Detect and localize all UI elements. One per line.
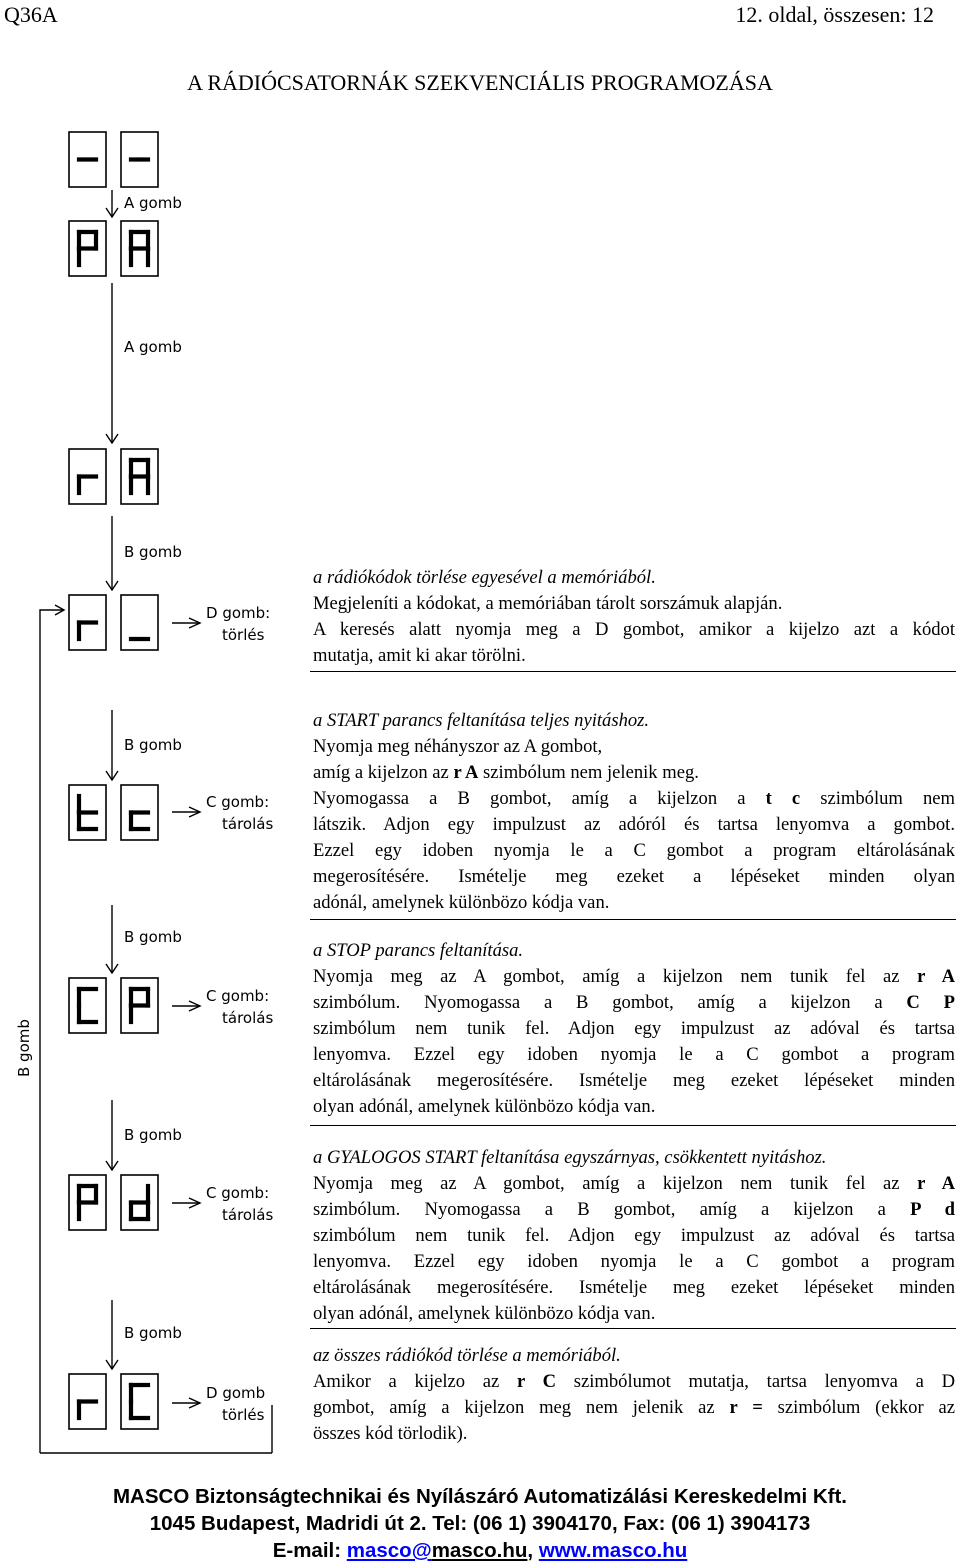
symbol: r A [453,762,479,783]
digit-display [121,595,158,650]
text-line: Nyomja meg néhányszor az A gombot, [313,736,603,757]
diagram-label: B gomb [124,543,182,561]
section-divider [310,1125,956,1126]
diagram-label: C gomb: [206,793,270,811]
symbol: P d [910,1199,955,1220]
section-divider [310,671,956,672]
text-line: Megjeleníti a kódokat, a memóriában tárolt sorszámuk alapján. [313,593,783,614]
symbol: r A [917,1173,955,1194]
section-divider [310,919,956,920]
section-title: a rádiókódok törlése egyesével a memóriából. [313,567,656,588]
section-title: a START parancs feltanítása teljes nyitáshoz. [313,710,650,731]
diagram-label: A gomb [124,338,182,356]
section-delete-all [313,1343,955,1447]
text-line: szimbólum. Nyomogassa a B gombot, amíg a kijelzon a P d [313,1199,955,1220]
text-line: gombot, amíg a kijelzon meg nem jelenik az r = szimbólum (ekkor az [313,1397,955,1418]
text-line: Nyomogassa a B gombot, amíg a kijelzon a t c szimbólum nem [313,788,955,809]
symbol: r = [729,1397,763,1418]
section-stop [313,938,955,1120]
text-line: összes kód törlodik). [313,1423,468,1444]
text-line: Amikor a kijelzo az r C szimbólumot mutatja, tartsa lenyomva a D [313,1371,956,1392]
section-divider [310,1328,956,1329]
diagram-label: D gomb [206,1384,266,1402]
section-delete-single [313,565,955,669]
text-line: adónál, amelynek különbözo kódja van. [313,892,610,913]
section-start-full [313,708,955,916]
text-line: szimbólum nem tunik fel. Adjon egy impulzust az adóval és tartsa [313,1225,955,1246]
section-title: az összes rádiókód törlése a memóriából. [313,1345,621,1366]
section-title: a GYALOGOS START feltanítása egyszárnyas, csökkentett nyitáshoz. [313,1147,827,1168]
text-line: lenyomva. Ezzel egy idoben nyomja le a C gombot a program [313,1044,955,1065]
website-link[interactable]: www.masco.hu [538,1539,688,1562]
text-line: szimbólum nem tunik fel. Adjon egy impulzust az adóval és tartsa [313,1018,955,1039]
diagram-label: B gomb [124,928,182,946]
diagram-label: C gomb: [206,987,270,1005]
diagram-label: A gomb [124,194,182,212]
email-link[interactable]: masco@ [346,1539,432,1562]
text-line: A keresés alatt nyomja meg a D gombot, amikor a kijelzo azt a kódot [313,619,955,640]
diagram-label: C gomb: [206,1184,270,1202]
diagram-label: B gomb [15,1019,33,1077]
diagram-label: D gomb: [206,604,271,622]
text-line: eltárolásának megerosítésére. Ismételje meg ezeket lépéseket minden [313,1070,955,1091]
text-line: olyan adónál, amelynek különbözo kódja van. [313,1096,656,1117]
text-line: látszik. Adjon egy impulzust az adóról és tartsa lenyomva a gombot. [313,814,955,835]
diagram-label: törlés [222,1406,265,1424]
document-title: A RÁDIÓCSATORNÁK SZEKVENCIÁLIS PROGRAMOZÁSA [187,70,773,95]
document-id: Q36A [4,2,58,27]
text-line: amíg a kijelzon az r A szimbólum nem jelenik meg. [313,762,699,783]
diagram-label: tárolás [222,1009,274,1027]
text-line: Nyomja meg az A gombot, amíg a kijelzon nem tunik fel az r A [313,1173,955,1194]
diagram-label: B gomb [124,736,182,754]
diagram-label: tárolás [222,815,274,833]
section-pedestrian-start [313,1145,955,1327]
digit-display [69,978,106,1033]
symbol: C P [906,992,956,1013]
text-line: olyan adónál, amelynek különbözo kódja van. [313,1303,656,1324]
text-line: lenyomva. Ezzel egy idoben nyomja le a C gombot a program [313,1251,955,1272]
section-title: a STOP parancs feltanítása. [313,940,524,961]
footer-contact: E-mail: masco@masco.hu, www.masco.hu [272,1539,688,1562]
symbol: r C [517,1371,557,1392]
text-line: szimbólum. Nyomogassa a B gombot, amíg a kijelzon a C P [313,992,956,1013]
footer-address: 1045 Budapest, Madridi út 2. Tel: (06 1) 3904170, Fax: (06 1) 3904173 [149,1512,811,1535]
text-line: Ezzel egy idoben nyomja le a C gombot a program eltárolásának [313,840,955,861]
text-line: mutatja, amit ki akar törölni. [313,645,526,666]
diagram-label: B gomb [124,1126,182,1144]
diagram-label: törlés [222,626,265,644]
digit-display [121,1374,158,1429]
loop-line [40,610,64,1453]
text-line: Nyomja meg az A gombot, amíg a kijelzon nem tunik fel az r A [313,966,955,987]
text-line: eltárolásának megerosítésére. Ismételje meg ezeket lépéseket minden [313,1277,955,1298]
symbol: t c [765,788,801,809]
diagram-label: tárolás [222,1206,274,1224]
page-number: 12. oldal, összesen: 12 [735,2,934,27]
symbol: r A [917,966,955,987]
text-line: megerosítésére. Ismételje meg ezeket a lépéseket minden olyan [313,866,955,887]
diagram-label: B gomb [124,1324,182,1342]
footer-company: MASCO Biztonságtechnikai és Nyílászáró Automatizálási Kereskedelmi Kft. [112,1485,848,1508]
